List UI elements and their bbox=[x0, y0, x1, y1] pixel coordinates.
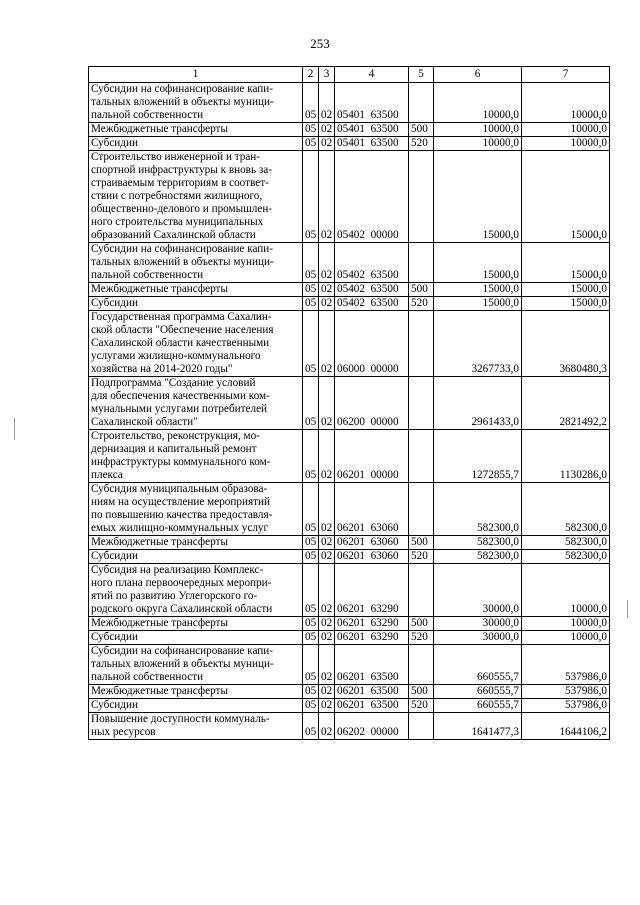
table-body bbox=[89, 83, 610, 740]
amount-year-1: 15000,0 bbox=[434, 243, 522, 283]
item-name: Субсидии на софинансирование капи- тальных вложений в объекты муници- пальной собственности bbox=[89, 83, 303, 123]
amount-year-2: 15000,0 bbox=[522, 151, 610, 243]
table-row bbox=[89, 483, 610, 536]
item-name: Государственная программа Сахалин- ской области "Обеспечение населения Сахалинской области качественными услугами жилищно-коммунального хозяйства на 2014-2020 годы" bbox=[89, 311, 303, 377]
page-number: 253 bbox=[310, 36, 330, 51]
table-row bbox=[89, 151, 610, 243]
amount-year-1: 30000,0 bbox=[434, 564, 522, 617]
subsection-code: 02 bbox=[319, 283, 335, 297]
table-row bbox=[89, 377, 610, 430]
section-code: 05 bbox=[303, 311, 319, 377]
expense-type-code bbox=[409, 83, 434, 123]
amount-year-1: 10000,0 bbox=[434, 123, 522, 137]
col-header-1: 1 bbox=[89, 67, 303, 83]
amount-year-2: 537986,0 bbox=[522, 645, 610, 685]
item-name: Межбюджетные трансферты bbox=[89, 123, 303, 137]
subsection-code: 02 bbox=[319, 713, 335, 740]
col-header-5: 5 bbox=[409, 67, 434, 83]
col-header-4: 4 bbox=[335, 67, 409, 83]
col-header-3: 3 bbox=[319, 67, 335, 83]
target-article-code: 06201 00000 bbox=[335, 430, 409, 483]
amount-year-2: 537986,0 bbox=[522, 699, 610, 713]
table-row bbox=[89, 297, 610, 311]
amount-year-2: 1130286,0 bbox=[522, 430, 610, 483]
amount-year-1: 1272855,7 bbox=[434, 430, 522, 483]
amount-year-1: 2961433,0 bbox=[434, 377, 522, 430]
expense-type-code: 520 bbox=[409, 297, 434, 311]
amount-year-2: 15000,0 bbox=[522, 243, 610, 283]
subsection-code: 02 bbox=[319, 631, 335, 645]
expense-type-code bbox=[409, 151, 434, 243]
subsection-code: 02 bbox=[319, 550, 335, 564]
section-code: 05 bbox=[303, 536, 319, 550]
section-code: 05 bbox=[303, 243, 319, 283]
section-code: 05 bbox=[303, 617, 319, 631]
amount-year-2: 582300,0 bbox=[522, 536, 610, 550]
table-row bbox=[89, 430, 610, 483]
col-header-2: 2 bbox=[303, 67, 319, 83]
table-row bbox=[89, 137, 610, 151]
subsection-code: 02 bbox=[319, 564, 335, 617]
amount-year-1: 582300,0 bbox=[434, 536, 522, 550]
target-article-code: 05402 63500 bbox=[335, 297, 409, 311]
table-row bbox=[89, 713, 610, 740]
subsection-code: 02 bbox=[319, 645, 335, 685]
amount-year-1: 30000,0 bbox=[434, 631, 522, 645]
target-article-code: 06201 63290 bbox=[335, 564, 409, 617]
table-row bbox=[89, 699, 610, 713]
amount-year-1: 15000,0 bbox=[434, 283, 522, 297]
amount-year-1: 10000,0 bbox=[434, 83, 522, 123]
section-code: 05 bbox=[303, 430, 319, 483]
target-article-code: 05401 63500 bbox=[335, 137, 409, 151]
subsection-code: 02 bbox=[319, 311, 335, 377]
expense-type-code bbox=[409, 430, 434, 483]
target-article-code: 06200 00000 bbox=[335, 377, 409, 430]
budget-table bbox=[88, 66, 610, 740]
amount-year-2: 1644106,2 bbox=[522, 713, 610, 740]
subsection-code: 02 bbox=[319, 483, 335, 536]
column-number-row bbox=[89, 67, 610, 83]
item-name: Субсидии bbox=[89, 550, 303, 564]
expense-type-code: 500 bbox=[409, 283, 434, 297]
item-name: Субсидия на реализацию Комплекс- ного плана первоочередных меропри- ятий по развитию Углегорского го- родского округа Сахалинской области bbox=[89, 564, 303, 617]
expense-type-code: 500 bbox=[409, 685, 434, 699]
section-code: 05 bbox=[303, 699, 319, 713]
item-name: Строительство, реконструкция, мо- дернизация и капитальный ремонт инфраструктуры коммунального ком- плекса bbox=[89, 430, 303, 483]
expense-type-code: 520 bbox=[409, 631, 434, 645]
table-row bbox=[89, 123, 610, 137]
amount-year-2: 10000,0 bbox=[522, 617, 610, 631]
section-code: 05 bbox=[303, 564, 319, 617]
target-article-code: 05402 63500 bbox=[335, 283, 409, 297]
section-code: 05 bbox=[303, 713, 319, 740]
item-name: Повышение доступности коммуналь- ных ресурсов bbox=[89, 713, 303, 740]
target-article-code: 06201 63060 bbox=[335, 550, 409, 564]
expense-type-code bbox=[409, 311, 434, 377]
expense-type-code: 520 bbox=[409, 137, 434, 151]
section-code: 05 bbox=[303, 685, 319, 699]
subsection-code: 02 bbox=[319, 430, 335, 483]
subsection-code: 02 bbox=[319, 83, 335, 123]
expense-type-code: 500 bbox=[409, 617, 434, 631]
table-row bbox=[89, 243, 610, 283]
item-name: Подпрограмма "Создание условий для обеспечения качественными ком- мунальными услугами потребителей Сахалинской области" bbox=[89, 377, 303, 430]
section-code: 05 bbox=[303, 137, 319, 151]
expense-type-code bbox=[409, 564, 434, 617]
col-header-6: 6 bbox=[434, 67, 522, 83]
table-row bbox=[89, 550, 610, 564]
table-row bbox=[89, 536, 610, 550]
amount-year-1: 15000,0 bbox=[434, 151, 522, 243]
amount-year-1: 30000,0 bbox=[434, 617, 522, 631]
amount-year-2: 537986,0 bbox=[522, 685, 610, 699]
item-name: Межбюджетные трансферты bbox=[89, 685, 303, 699]
target-article-code: 06000 00000 bbox=[335, 311, 409, 377]
item-name: Субсидии на софинансирование капи- тальных вложений в объекты муници- пальной собственности bbox=[89, 243, 303, 283]
amount-year-2: 15000,0 bbox=[522, 283, 610, 297]
target-article-code: 06201 63290 bbox=[335, 617, 409, 631]
amount-year-1: 3267733,0 bbox=[434, 311, 522, 377]
section-code: 05 bbox=[303, 483, 319, 536]
item-name: Межбюджетные трансферты bbox=[89, 536, 303, 550]
table-row bbox=[89, 311, 610, 377]
item-name: Субсидии bbox=[89, 297, 303, 311]
section-code: 05 bbox=[303, 550, 319, 564]
scan-mark-right bbox=[627, 600, 628, 618]
item-name: Субсидия муниципальным образова- ниям на осуществление мероприятий по повышению качества предоставля- емых жилищно-коммунальных услуг bbox=[89, 483, 303, 536]
amount-year-1: 10000,0 bbox=[434, 137, 522, 151]
target-article-code: 05402 63500 bbox=[335, 243, 409, 283]
item-name: Межбюджетные трансферты bbox=[89, 617, 303, 631]
amount-year-1: 660555,7 bbox=[434, 699, 522, 713]
subsection-code: 02 bbox=[319, 617, 335, 631]
subsection-code: 02 bbox=[319, 151, 335, 243]
subsection-code: 02 bbox=[319, 536, 335, 550]
expense-type-code bbox=[409, 713, 434, 740]
amount-year-1: 660555,7 bbox=[434, 685, 522, 699]
amount-year-1: 1641477,3 bbox=[434, 713, 522, 740]
section-code: 05 bbox=[303, 283, 319, 297]
amount-year-2: 582300,0 bbox=[522, 483, 610, 536]
target-article-code: 05401 63500 bbox=[335, 123, 409, 137]
item-name: Субсидии bbox=[89, 137, 303, 151]
table-row bbox=[89, 645, 610, 685]
expense-type-code bbox=[409, 377, 434, 430]
target-article-code: 06202 00000 bbox=[335, 713, 409, 740]
amount-year-2: 582300,0 bbox=[522, 550, 610, 564]
target-article-code: 06201 63500 bbox=[335, 699, 409, 713]
subsection-code: 02 bbox=[319, 699, 335, 713]
expense-type-code: 520 bbox=[409, 699, 434, 713]
col-header-7: 7 bbox=[522, 67, 610, 83]
item-name: Строительство инженерной и тран- спортной инфраструктуры к вновь за- страиваемым территориям в соответ- ствии с потребностями жилищного, общественно-делового и промышлен- ного строительства муниципальных образований Сахалинской области bbox=[89, 151, 303, 243]
scan-mark-left bbox=[14, 418, 15, 440]
amount-year-1: 15000,0 bbox=[434, 297, 522, 311]
table-row bbox=[89, 283, 610, 297]
section-code: 05 bbox=[303, 83, 319, 123]
amount-year-2: 10000,0 bbox=[522, 83, 610, 123]
item-name: Межбюджетные трансферты bbox=[89, 283, 303, 297]
section-code: 05 bbox=[303, 377, 319, 430]
table-row bbox=[89, 685, 610, 699]
section-code: 05 bbox=[303, 151, 319, 243]
target-article-code: 06201 63060 bbox=[335, 536, 409, 550]
subsection-code: 02 bbox=[319, 123, 335, 137]
table-row bbox=[89, 564, 610, 617]
section-code: 05 bbox=[303, 297, 319, 311]
amount-year-2: 10000,0 bbox=[522, 137, 610, 151]
subsection-code: 02 bbox=[319, 243, 335, 283]
target-article-code: 05402 00000 bbox=[335, 151, 409, 243]
subsection-code: 02 bbox=[319, 297, 335, 311]
target-article-code: 06201 63060 bbox=[335, 483, 409, 536]
item-name: Субсидии на софинансирование капи- тальных вложений в объекты муници- пальной собственности bbox=[89, 645, 303, 685]
subsection-code: 02 bbox=[319, 377, 335, 430]
amount-year-2: 2821492,2 bbox=[522, 377, 610, 430]
target-article-code: 05401 63500 bbox=[335, 83, 409, 123]
amount-year-1: 660555,7 bbox=[434, 645, 522, 685]
amount-year-2: 15000,0 bbox=[522, 297, 610, 311]
expense-type-code bbox=[409, 243, 434, 283]
amount-year-2: 10000,0 bbox=[522, 631, 610, 645]
item-name: Субсидии bbox=[89, 699, 303, 713]
section-code: 05 bbox=[303, 645, 319, 685]
expense-type-code bbox=[409, 645, 434, 685]
amount-year-2: 10000,0 bbox=[522, 123, 610, 137]
expense-type-code: 500 bbox=[409, 123, 434, 137]
target-article-code: 06201 63290 bbox=[335, 631, 409, 645]
item-name: Субсидии bbox=[89, 631, 303, 645]
target-article-code: 06201 63500 bbox=[335, 685, 409, 699]
section-code: 05 bbox=[303, 123, 319, 137]
amount-year-2: 3680480,3 bbox=[522, 311, 610, 377]
table-row bbox=[89, 631, 610, 645]
target-article-code: 06201 63500 bbox=[335, 645, 409, 685]
table-row bbox=[89, 617, 610, 631]
amount-year-2: 10000,0 bbox=[522, 564, 610, 617]
expense-type-code: 500 bbox=[409, 536, 434, 550]
expense-type-code bbox=[409, 483, 434, 536]
amount-year-1: 582300,0 bbox=[434, 550, 522, 564]
table-row bbox=[89, 83, 610, 123]
expense-type-code: 520 bbox=[409, 550, 434, 564]
section-code: 05 bbox=[303, 631, 319, 645]
amount-year-1: 582300,0 bbox=[434, 483, 522, 536]
subsection-code: 02 bbox=[319, 685, 335, 699]
subsection-code: 02 bbox=[319, 137, 335, 151]
